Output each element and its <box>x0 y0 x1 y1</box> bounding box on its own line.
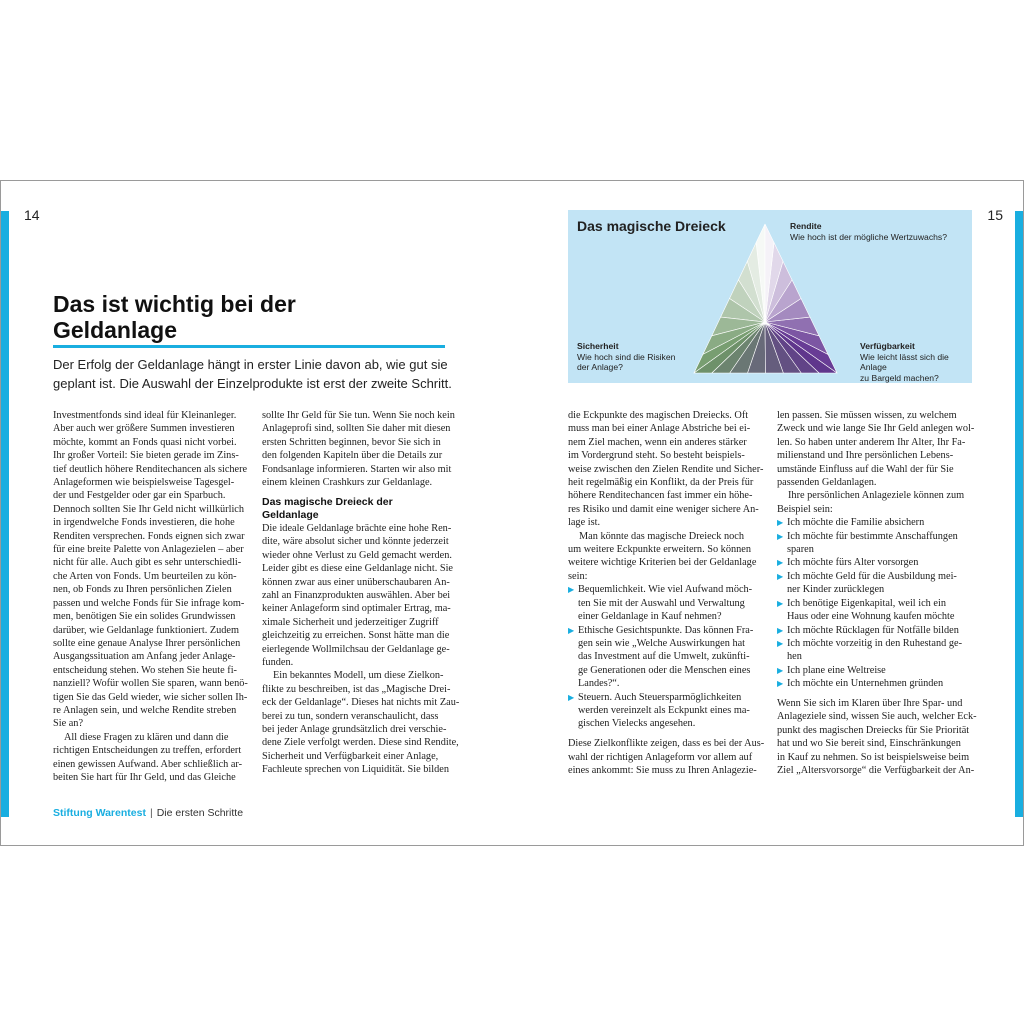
page-footer <box>53 807 243 819</box>
goal-list-item <box>777 570 983 597</box>
text-line: nanziell? Wofür wollen Sie sparen, wann benö- <box>53 678 248 690</box>
text-line: Aber auch wer größere Summen investieren <box>53 423 235 435</box>
text-line: Fachleute sprechen von Liquidität. Sie bilden <box>262 764 450 776</box>
intro-paragraph <box>53 355 463 393</box>
text-line: hen <box>787 651 802 663</box>
text-line: weitere wichtige Kriterien bei der Geldanlage <box>568 557 757 569</box>
text-line: möchte, kommt an Fonds quasi nicht vorbei. <box>53 436 237 448</box>
text-line: Bequemlichkeit. Wie viel Aufwand möch- <box>578 584 753 596</box>
text-line: Steuern. Auch Steuersparmöglichkeiten <box>578 691 742 703</box>
verfuegbarkeit-description-line: Wie leicht lässt sich die Anlage <box>860 351 949 372</box>
text-line: Investmentfonds sind ideal für Kleinanleger. <box>53 410 237 421</box>
chapter-heading <box>53 291 453 343</box>
bullet-arrow-icon: ▶ <box>777 665 784 675</box>
left-page-edge-marker <box>1 211 9 817</box>
heading-line-1: Das ist wichtig bei der <box>53 291 296 317</box>
text-line: berei zu tun, sondern veranschaulicht, dass <box>262 710 439 722</box>
text-line: um weitere Eckpunkte erweitern. So können <box>568 544 751 556</box>
text-line: Ich möchte vorzeitig in den Ruhestand ge- <box>787 637 962 649</box>
column-2-paragraph <box>262 409 462 489</box>
text-line: sparen <box>787 544 814 556</box>
text-line: Ich möchte Geld für die Ausbildung mei- <box>787 570 957 582</box>
text-line: ximale Sicherheit und jederzeitiger Zugriff <box>262 616 439 628</box>
text-line: den folgenden Kapiteln über die Details zur <box>262 450 443 462</box>
text-line: eines ankommt: Sie muss zu Ihren Anlagezie- <box>568 765 757 777</box>
text-line: che Arten von Fonds. Um beurteilen zu kön- <box>53 570 237 582</box>
text-line: sollte eine genaue Analyse Ihrer persönlichen <box>53 637 241 649</box>
text-line: Ich möchte die Familie absichern <box>787 517 925 529</box>
text-line: punkt des magischen Dreiecks für Sie Priorität <box>777 724 970 736</box>
text-line: Ich möchte für bestimmte Anschaffungen <box>787 530 958 542</box>
text-line: beiten Sie hart für Ihr Geld, und das Gleiche <box>53 771 236 783</box>
intro-line: Der Erfolg der Geldanlage hängt in erster Linie davon ab, wie gut sie <box>53 357 448 372</box>
footer-brand: Stiftung Warentest <box>53 807 146 819</box>
text-line: lage ist. <box>568 517 601 529</box>
text-line: das Investment auf die Umwelt, zukünfti- <box>578 651 750 663</box>
text-line: passen und welche Fonds für Sie infrage kom- <box>53 597 245 609</box>
text-line: Ethische Gesichtspunkte. Das können Fra- <box>578 624 754 636</box>
footer-chapter-title: Die ersten Schritte <box>156 807 244 819</box>
text-line: keiner Anlageform sind optimaler Ertrag, ma- <box>262 603 451 615</box>
text-line: wahl der richtigen Anlageform vor allem auf <box>568 751 753 763</box>
text-column-2 <box>262 409 462 777</box>
heading-line-2: Geldanlage <box>53 317 177 343</box>
text-line: sollte Ihr Geld für Sie tun. Wenn Sie noch kein <box>262 410 455 421</box>
text-line: ten Sie mit der Auswahl und Verwaltung <box>578 597 745 609</box>
text-line: in irgendwelche Fonds investieren, die hohe <box>53 517 235 529</box>
text-line: ge Generationen oder die Menschen eines <box>578 664 751 676</box>
text-line: weise zwischen den Zielen Rendite und Sicher- <box>568 463 764 475</box>
text-line: Ihr großer Vorteil: Sie bieten gerade im Zins- <box>53 450 239 462</box>
text-line: men, benötigen Sie ein solides Grundwissen <box>53 611 236 623</box>
text-line: Man könnte das magische Dreieck noch <box>579 530 744 542</box>
text-line: im Vordergrund steht. So besteht beispiels- <box>568 450 745 462</box>
goal-list-item <box>777 556 983 569</box>
text-line: Ein bekanntes Modell, um diese Zielkon- <box>273 670 444 682</box>
text-line: nen, ob Fonds zu Ihren persönlichen Zielen <box>53 584 232 596</box>
text-line: umstände Einfluss auf die Wahl der für Sie <box>777 463 954 475</box>
text-line: gischen Vielecks angesehen. <box>578 718 696 730</box>
text-line: Diese Zielkonflikte zeigen, dass es bei der Aus- <box>568 738 765 750</box>
text-line: gen sein wie „Welche Auswirkungen hat <box>578 637 746 649</box>
verfuegbarkeit-title: Verfügbarkeit <box>860 341 915 351</box>
text-line: Anlageziele sind, wissen Sie auch, welcher Eck- <box>777 711 977 723</box>
text-line: entscheidung stehen. Wo stehen Sie heute fi- <box>53 664 237 676</box>
text-line: die Eckpunkte des magischen Dreiecks. Oft <box>568 410 749 421</box>
subheading-line-2: Geldanlage <box>262 508 319 521</box>
text-line: tief deutlich höhere Renditechancen als sichere <box>53 463 248 475</box>
rendite-title: Rendite <box>790 221 822 231</box>
text-line: dene Ziele verfolgt werden. Diese sind Rendite, <box>262 737 459 749</box>
rendite-description: Wie hoch ist der mögliche Wertzuwachs? <box>790 231 947 242</box>
text-line: Ich möchte ein Unternehmen gründen <box>787 678 944 690</box>
bullet-arrow-icon: ▶ <box>777 518 784 528</box>
column-2-body <box>262 522 462 777</box>
text-line: einer Geldanlage in Kauf nehmen? <box>578 611 722 623</box>
text-line: einem kleinen Crashkurs zur Geldanlage. <box>262 477 433 489</box>
text-line: Ich möchte Rücklagen für Notfälle bilden <box>787 624 959 636</box>
text-line: gleichzeitig zu erreichen. Sonst hätte man die <box>262 630 450 642</box>
bullet-arrow-icon: ▶ <box>777 558 784 568</box>
text-line: richtigen Entscheidungen zu treffen, erfordert <box>53 745 242 757</box>
text-line: Leider gibt es diese eine Geldanlage nicht. Sie <box>262 563 453 575</box>
verfuegbarkeit-description-line: zu Bargeld machen? <box>860 372 939 383</box>
text-line: Sie an? <box>53 718 84 730</box>
page-number-right: 15 <box>987 207 1003 223</box>
criteria-list-item <box>568 691 768 731</box>
text-line: Wenn Sie sich im Klaren über Ihre Spar- und <box>777 698 963 710</box>
criteria-list-item <box>568 624 768 691</box>
goal-list-item <box>777 530 983 557</box>
goal-list-item <box>777 664 983 677</box>
sicherheit-description-line: der Anlage? <box>577 362 623 372</box>
sicherheit-label <box>577 341 675 373</box>
subheading <box>262 496 462 522</box>
text-line: in Kauf zu nehmen. So ist beispielsweise beim <box>777 751 970 763</box>
text-line: flikte zu beschreiben, ist das „Magische Drei- <box>262 683 451 695</box>
text-line: Sicherheit und Verfügbarkeit einer Anlage, <box>262 750 439 762</box>
verfuegbarkeit-label <box>860 341 972 383</box>
text-line: Ausgangssituation am Anfang jeder Anlage- <box>53 651 236 663</box>
text-line: Ich benötige Eigenkapital, weil ich ein <box>787 597 946 609</box>
magic-triangle-diagram <box>568 210 972 383</box>
text-line: wieder ohne Verlust zu Geld gemacht werden. <box>262 549 452 561</box>
bullet-arrow-icon: ▶ <box>777 571 784 581</box>
text-line: res Risiko und damit eine weniger sichere An- <box>568 503 759 515</box>
text-line: für eine breite Palette von Anlagezielen – aber <box>53 544 244 556</box>
bullet-arrow-icon: ▶ <box>777 531 784 541</box>
sicherheit-description-line: Wie hoch sind die Risiken <box>577 351 676 362</box>
right-page-edge-marker <box>1015 211 1023 817</box>
bullet-arrow-icon: ▶ <box>777 679 784 689</box>
goal-list-item <box>777 677 983 690</box>
text-line: passenden Geldanlagen. <box>777 477 877 489</box>
text-line: Haus oder eine Wohnung kaufen möchte <box>787 611 955 623</box>
text-column-1 <box>53 409 249 784</box>
text-line: der und Festgelder oder gar ein Sparbuch. <box>53 490 226 502</box>
text-line: Renditen versprechen. Fonds eignen sich zwar <box>53 530 245 542</box>
text-line: funden. <box>262 657 294 668</box>
text-line: können zwar aus einer unüberschaubaren An- <box>262 576 450 588</box>
text-line: tigen Sie das Geld wieder, wie sicher sollen Ih- <box>53 691 248 703</box>
criteria-list-item <box>568 583 768 623</box>
text-line: Anlageprofi sind, sollten Sie daher mit diesen <box>262 423 451 435</box>
text-line: re Anlagen sein, und welche Rendite streben <box>53 704 237 716</box>
text-line: dite, wäre absolut sicher und könnte jederzeit <box>262 536 449 548</box>
rendite-label <box>790 221 947 242</box>
text-line: hat und wo Sie bereit sind, Einschränkungen <box>777 738 961 750</box>
text-line: eierlegende Wollmilchsau der Geldanlage ge- <box>262 643 450 655</box>
sicherheit-title: Sicherheit <box>577 341 619 351</box>
text-line: einen gewissen Aufwand. Aber schließlich ar- <box>53 758 243 770</box>
bullet-arrow-icon: ▶ <box>777 598 784 608</box>
text-line: len passen. Sie müssen wissen, zu welchem <box>777 410 957 421</box>
goal-list-item <box>777 624 983 637</box>
text-line: len. So haben unter anderem Ihr Alter, Ihr Fa- <box>777 436 966 448</box>
text-line: Ihre persönlichen Anlageziele können zum <box>788 490 965 502</box>
left-page <box>1 181 512 845</box>
goal-list-item <box>777 597 983 624</box>
text-line: Beispiel sein: <box>777 503 833 515</box>
text-line: Ich plane eine Weltreise <box>787 664 886 676</box>
text-line: bei jeder Anlage grundsätzlich drei verschie- <box>262 724 447 736</box>
bullet-arrow-icon: ▶ <box>568 692 575 702</box>
text-line: werden vereinzelt als Eckpunkt eines ma- <box>578 704 750 716</box>
text-line: Anlageformen wie beispielsweise Tagesgel- <box>53 477 235 489</box>
text-line: Ich möchte fürs Alter vorsorgen <box>787 557 919 569</box>
text-line: heit regelmäßig ein Konflikt, da der Preis für <box>568 477 754 489</box>
bullet-arrow-icon: ▶ <box>777 625 784 635</box>
text-line: nicht für alle. Auch gibt es sehr unterschiedli- <box>53 557 242 569</box>
goal-list-item <box>777 516 983 529</box>
text-line: Die ideale Geldanlage brächte eine hohe Ren- <box>262 522 452 534</box>
text-column-4 <box>777 409 983 777</box>
text-line: ersten Schritten beginnen, bevor Sie sich in <box>262 436 441 448</box>
diagram-title: Das magische Dreieck <box>577 218 726 234</box>
text-line: Landes?“. <box>578 678 620 690</box>
text-line: milienstand und Ihre persönlichen Lebens- <box>777 450 954 462</box>
goal-list-item <box>777 637 983 664</box>
footer-separator: | <box>149 807 153 819</box>
text-line: sein: <box>568 570 588 582</box>
text-line: nem Ziel machen, wenn ein anderes stärker <box>568 436 747 448</box>
text-line: höhere Renditechancen fast immer ein höhe- <box>568 490 753 502</box>
text-line: Dennoch sollten Sie Ihr Geld nicht willkürlich <box>53 503 245 515</box>
text-line: Ziel „Altersvorsorge“ die Verfügbarkeit der An- <box>777 765 975 777</box>
subheading-line-1: Das magische Dreieck der <box>262 495 393 508</box>
text-line: All diese Fragen zu klären und dann die <box>64 731 229 743</box>
text-line: darüber, wie Geldanlage funktioniert. Zudem <box>53 624 240 636</box>
text-line: Fondsanlage informieren. Starten wir also mit <box>262 463 452 475</box>
bullet-arrow-icon: ▶ <box>777 638 784 648</box>
text-column-3 <box>568 409 768 777</box>
text-line: zahl an Finanzprodukten auswählen. Aber bei <box>262 589 451 601</box>
text-line: Zweck und wie lange Sie Ihr Geld anlegen wol- <box>777 423 975 435</box>
text-line: eck der Geldanlage“. Dieses hat nichts mit Zau- <box>262 697 460 709</box>
bullet-arrow-icon: ▶ <box>568 585 575 595</box>
bullet-arrow-icon: ▶ <box>568 625 575 635</box>
heading-rule <box>53 345 445 348</box>
text-line: muss man bei einer Anlage Abstriche bei ei- <box>568 423 751 435</box>
text-line: ner Kinder zurücklegen <box>787 584 885 596</box>
page-number-left: 14 <box>24 207 40 223</box>
intro-line: geplant ist. Die Auswahl der Einzelprodukte ist erst der zweite Schritt. <box>53 376 452 391</box>
